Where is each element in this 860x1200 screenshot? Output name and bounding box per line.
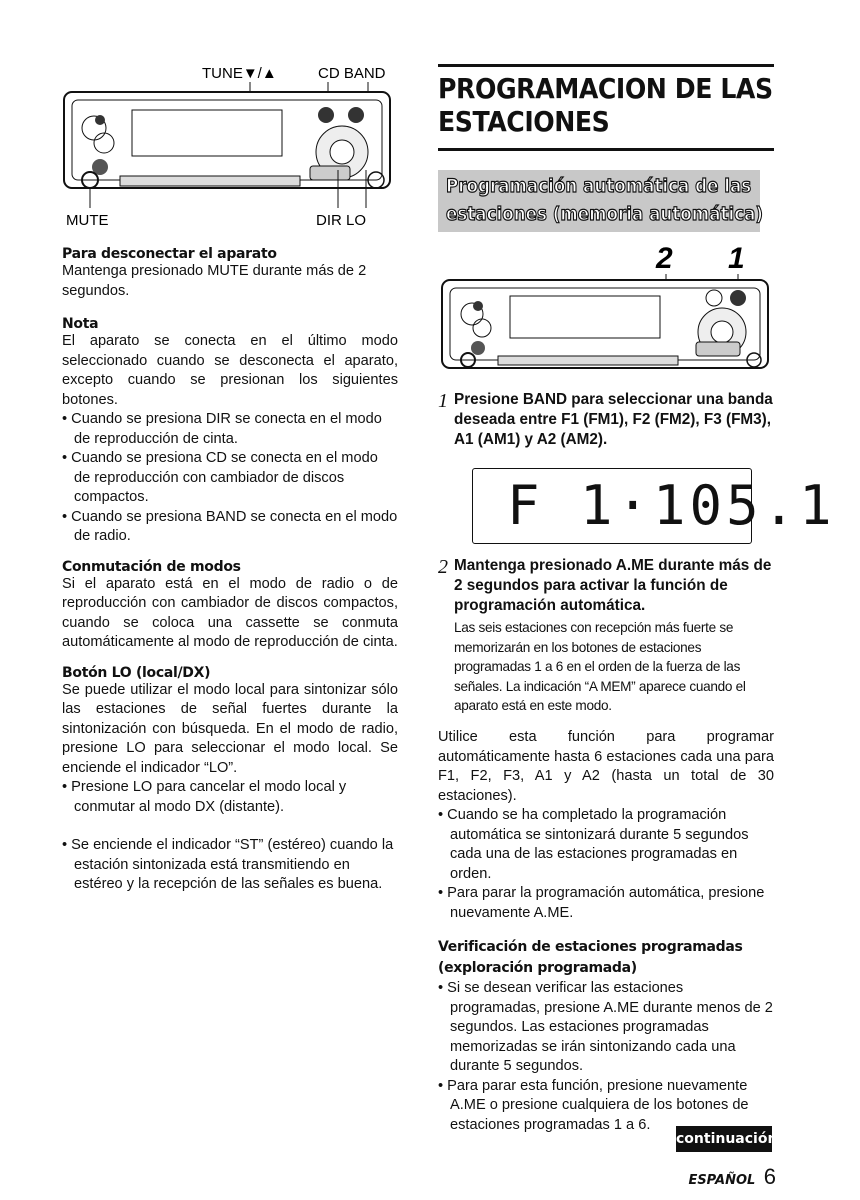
banner-line1: Programación automática de las: [446, 175, 752, 197]
page-title-line2: ESTACIONES: [438, 105, 610, 138]
step-2-text: Mantenga presionado A.ME durante más de 2 segundos para activar la función de programación automática.: [454, 557, 772, 614]
lo-bullet: • Presione LO para cancelar el modo local y conmutar al modo DX (distante).: [62, 779, 347, 815]
section-mode-switch: [62, 559, 398, 653]
step-2-number: 2: [438, 556, 448, 578]
verify-heading-line1: Verificación de estaciones programadas: [438, 939, 743, 955]
section-note: [62, 316, 398, 547]
label-cd-band: CD BAND: [318, 65, 386, 82]
label-mute: MUTE: [66, 212, 109, 229]
label-tune: TUNE▼/▲: [202, 65, 277, 82]
step-2: [438, 556, 774, 716]
lcd-display: [472, 468, 836, 544]
stereo-indicator-note: • Se enciende el indicador “ST” (estéreo) cuando la estación sintonizada está transmitiendo en estéreo y la recepción de las señales es buena.: [62, 837, 394, 892]
lcd-readout: F 1·105.1: [507, 474, 836, 537]
verify-heading-line2: (exploración programada): [438, 960, 637, 976]
banner-line2: estaciones (memoria automática): [446, 203, 764, 225]
page-footer: [686, 1164, 776, 1190]
section-heading: Botón LO (local/DX): [62, 664, 211, 681]
step-1-text: Presione BAND para seleccionar una banda deseada entre F1 (FM1), F2 (FM2), F3 (FM3), A1 (AM1) y A2 (AM2).: [454, 391, 773, 448]
section-paragraph: Se puede utilizar el modo local para sintonizar sólo las estaciones de señal fuertes durante la sintonización con búsqueda. En el modo de radio, presione LO para seleccionar el modo local. Se enciende el indicador “LO”.: [62, 681, 398, 776]
auto-memory-paragraph: Utilice esta función para programar automáticamente hasta 6 estaciones cada una para F1, F2, F3, A1 y A2 (hasta un total de 30 estaciones).: [438, 729, 774, 804]
section-lo-button: [62, 665, 398, 818]
section-banner: [438, 170, 764, 232]
continuation-badge: continuación: [676, 1126, 772, 1152]
note-bullet: • Cuando se presiona DIR se conecta en el modo de reproducción de cinta.: [62, 411, 382, 447]
page-number: 6: [763, 1164, 776, 1189]
section-heading: Para desconectar el aparato: [62, 246, 277, 262]
car-stereo-illustration: [60, 60, 400, 230]
section-paragraph: Si el aparato está en el modo de radio o de reproducción con cambiador de discos compactos, cuando se coloca una cassette se conmuta automáticamente al modo de reproducción de cinta.: [62, 575, 398, 650]
auto-memory-bullet: • Para parar la programación automática, presione nuevamente A.ME.: [438, 885, 765, 921]
right-text-column: [438, 728, 774, 1135]
left-text-column: [62, 246, 398, 895]
note-bullet: • Cuando se presiona CD se conecta en el modo de reproducción con cambiador de discos compactos.: [62, 450, 378, 505]
step-marker-1: 1: [728, 242, 745, 275]
left-device-diagram: [60, 60, 400, 230]
step-1: [438, 390, 774, 450]
right-device-diagram: [438, 238, 778, 378]
section-heading: Nota: [62, 316, 99, 332]
verify-bullet: • Si se desean verificar las estaciones programadas, presione A.ME durante menos de 2 segundos. Las estaciones programadas memorizadas se irán sintonizando cada una durante 5 segundos.: [438, 980, 773, 1074]
page-title: [438, 72, 778, 138]
title-rule-top: [438, 64, 774, 67]
auto-memory-bullet: • Cuando se ha completado la programación automática se sintonizará durante 5 segundos cada una de las estaciones programadas en orden.: [438, 807, 749, 882]
section-paragraph: Mantenga presionado MUTE durante más de 2 segundos.: [62, 263, 367, 299]
car-stereo-illustration-2: [438, 238, 778, 378]
footer-language: ESPAÑOL: [688, 1173, 756, 1188]
title-rule-bottom: [438, 148, 774, 151]
verify-bullet: • Para parar esta función, presione nuevamente A.ME o presione cualquiera de los botones de estaciones programadas 1 a 6.: [438, 1077, 749, 1133]
verify-section: [438, 937, 774, 1135]
section-heading: Conmutación de modos: [62, 558, 241, 575]
section-paragraph: El aparato se conecta en el último modo seleccionado cuando se desconecta el aparato, excepto cuando se presionan los siguientes botones.: [62, 333, 398, 408]
label-dir-lo: DIR LO: [316, 212, 367, 229]
note-bullet: • Cuando se presiona BAND se conecta en el modo de radio.: [62, 508, 398, 544]
step-1-number: 1: [438, 390, 448, 412]
page-title-line1: PROGRAMACION DE LAS: [438, 72, 773, 105]
section-power-off: [62, 246, 398, 301]
step-marker-2: 2: [656, 242, 673, 275]
step-2-detail: Las seis estaciones con recepción más fuerte se memorizarán en los botones de estaciones programadas 1 a 6 en el orden de la fuerza de las señales. La indicación “A MEM” aparece cuando el aparato está en este modo.: [454, 620, 746, 713]
